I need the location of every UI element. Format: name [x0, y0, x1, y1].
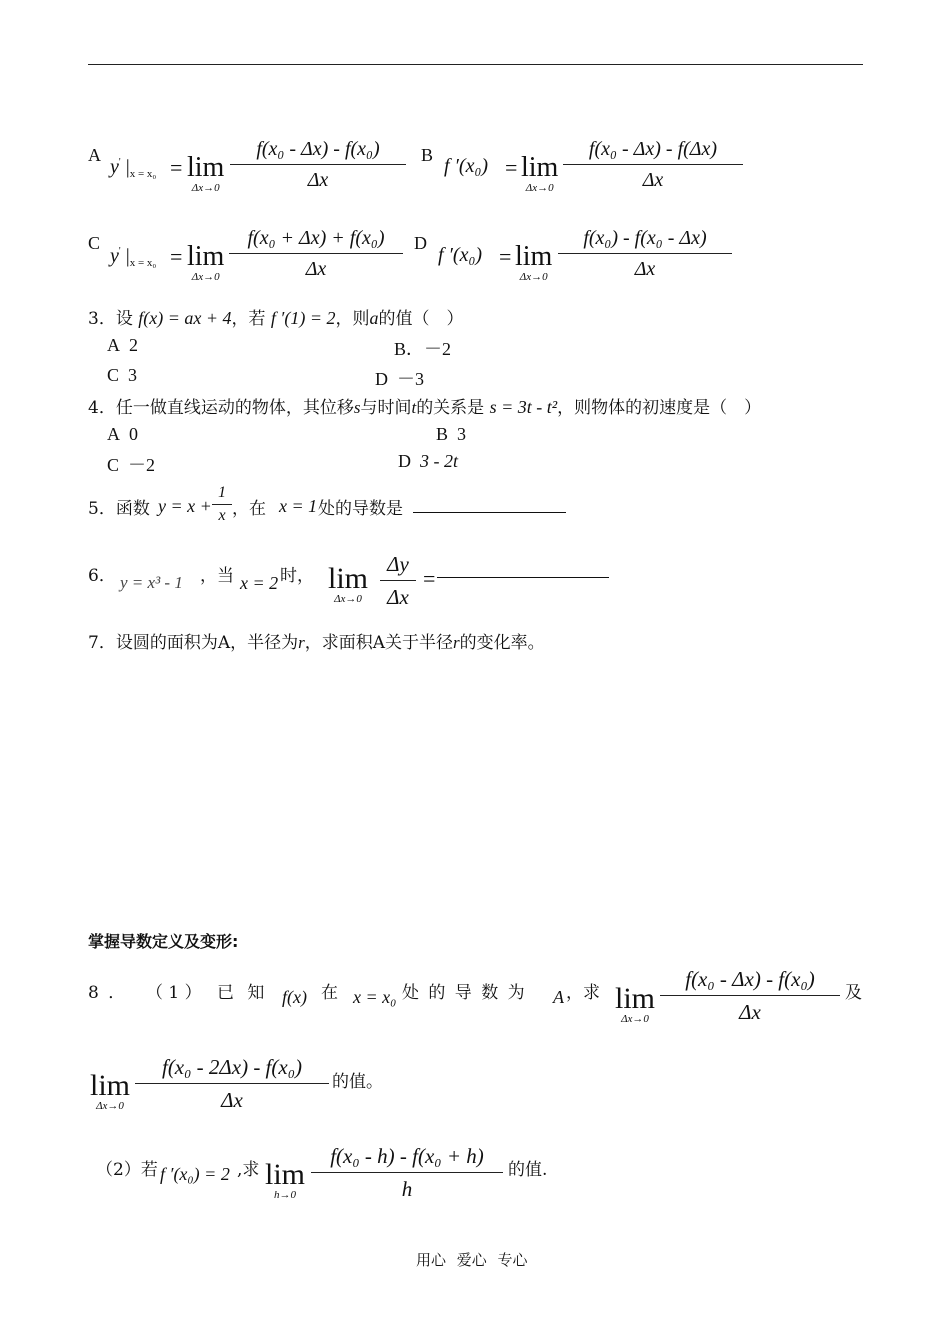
- option-b-lhs: f ′(x₀): [444, 155, 489, 177]
- section-title: 掌握导数定义及变形:: [88, 932, 239, 951]
- q3-option-d: D －3: [375, 369, 424, 389]
- q5-fraction: $\frac{1}{x}$: [212, 484, 232, 525]
- option-c-lhs: y' $|_{x = x_0}$: [110, 245, 157, 269]
- question-3: 3．设 f(x) = ax + 4，若 f ′(1) = 2，则a的值（ ）: [88, 308, 464, 329]
- page-footer: 用心 爱心 专心: [416, 1251, 528, 1269]
- q6-answer-blank[interactable]: [437, 560, 609, 578]
- question-4: 4．任一做直线运动的物体，其位移s与时间t的关系是 s = 3t - t²，则物体的初速度是（ ）: [88, 397, 762, 418]
- option-b-limit: lim Δx→0: [521, 152, 559, 194]
- q8-limit-1: lim Δx→0: [615, 982, 656, 1025]
- option-b-letter: B: [421, 145, 434, 165]
- option-a-letter: A: [88, 145, 101, 165]
- option-a-lhs: y' $|_{x = x_0}$: [110, 156, 157, 180]
- option-d-limit: lim Δx→0: [515, 241, 553, 283]
- q8-fraction-3: $\frac{\text{f(x₀ - h) - f(x₀ + h)}}{h}$: [311, 1144, 503, 1202]
- q4-option-a: A 0: [107, 424, 138, 444]
- q6-limit: lim Δx→0: [328, 562, 369, 605]
- q6-fraction: $\frac{\Delta y}{\Delta x}$: [380, 552, 416, 610]
- q3-option-a: A 2: [107, 335, 138, 355]
- q8-fraction-1: $\frac{\text{f(x₀ - Δx) - f(x₀)}}{\Delta x}$: [660, 967, 840, 1025]
- q3-option-c: C 3: [107, 365, 138, 385]
- option-d-letter: D: [414, 233, 427, 253]
- q8-fraction-2: $\frac{\text{f(x₀ - 2Δx) - f(x₀)}}{\Delta x}$: [135, 1055, 329, 1113]
- option-c-limit: lim Δx→0: [187, 241, 225, 283]
- option-d-fraction: $\frac{\text{f(x₀) - f(x₀ - Δx)}}{\Delta x}$: [558, 227, 732, 281]
- q4-option-b: B 3: [436, 424, 467, 444]
- question-7: 7．设圆的面积为A，半径为r，求面积A关于半径r的变化率。: [88, 633, 545, 653]
- option-d-lhs: f ′(x₀): [438, 244, 483, 266]
- header-rule: [88, 64, 863, 65]
- option-a-limit: lim Δx→0: [187, 152, 225, 194]
- q5-answer-blank[interactable]: [413, 494, 566, 513]
- option-c-fraction: $\frac{\text{f(x₀ + Δx) + f(x₀)}}{\Delta x}$: [229, 227, 403, 281]
- q3-option-b: B．－2: [394, 339, 452, 359]
- option-b-fraction: $\frac{\text{f(x₀ - Δx) - f(Δx)}}{\Delta x}$: [563, 138, 743, 192]
- option-c-letter: C: [88, 233, 101, 253]
- q8-limit-2: lim Δx→0: [90, 1069, 131, 1112]
- q4-option-d: D 3 - 2t: [398, 451, 458, 471]
- q8-limit-3: lim h→0: [265, 1158, 306, 1201]
- option-a-fraction: $\frac{\text{f(x₀ - Δx) - f(x₀)}}{\Delta x}$: [230, 138, 406, 192]
- q4-option-c: C －2: [107, 455, 156, 475]
